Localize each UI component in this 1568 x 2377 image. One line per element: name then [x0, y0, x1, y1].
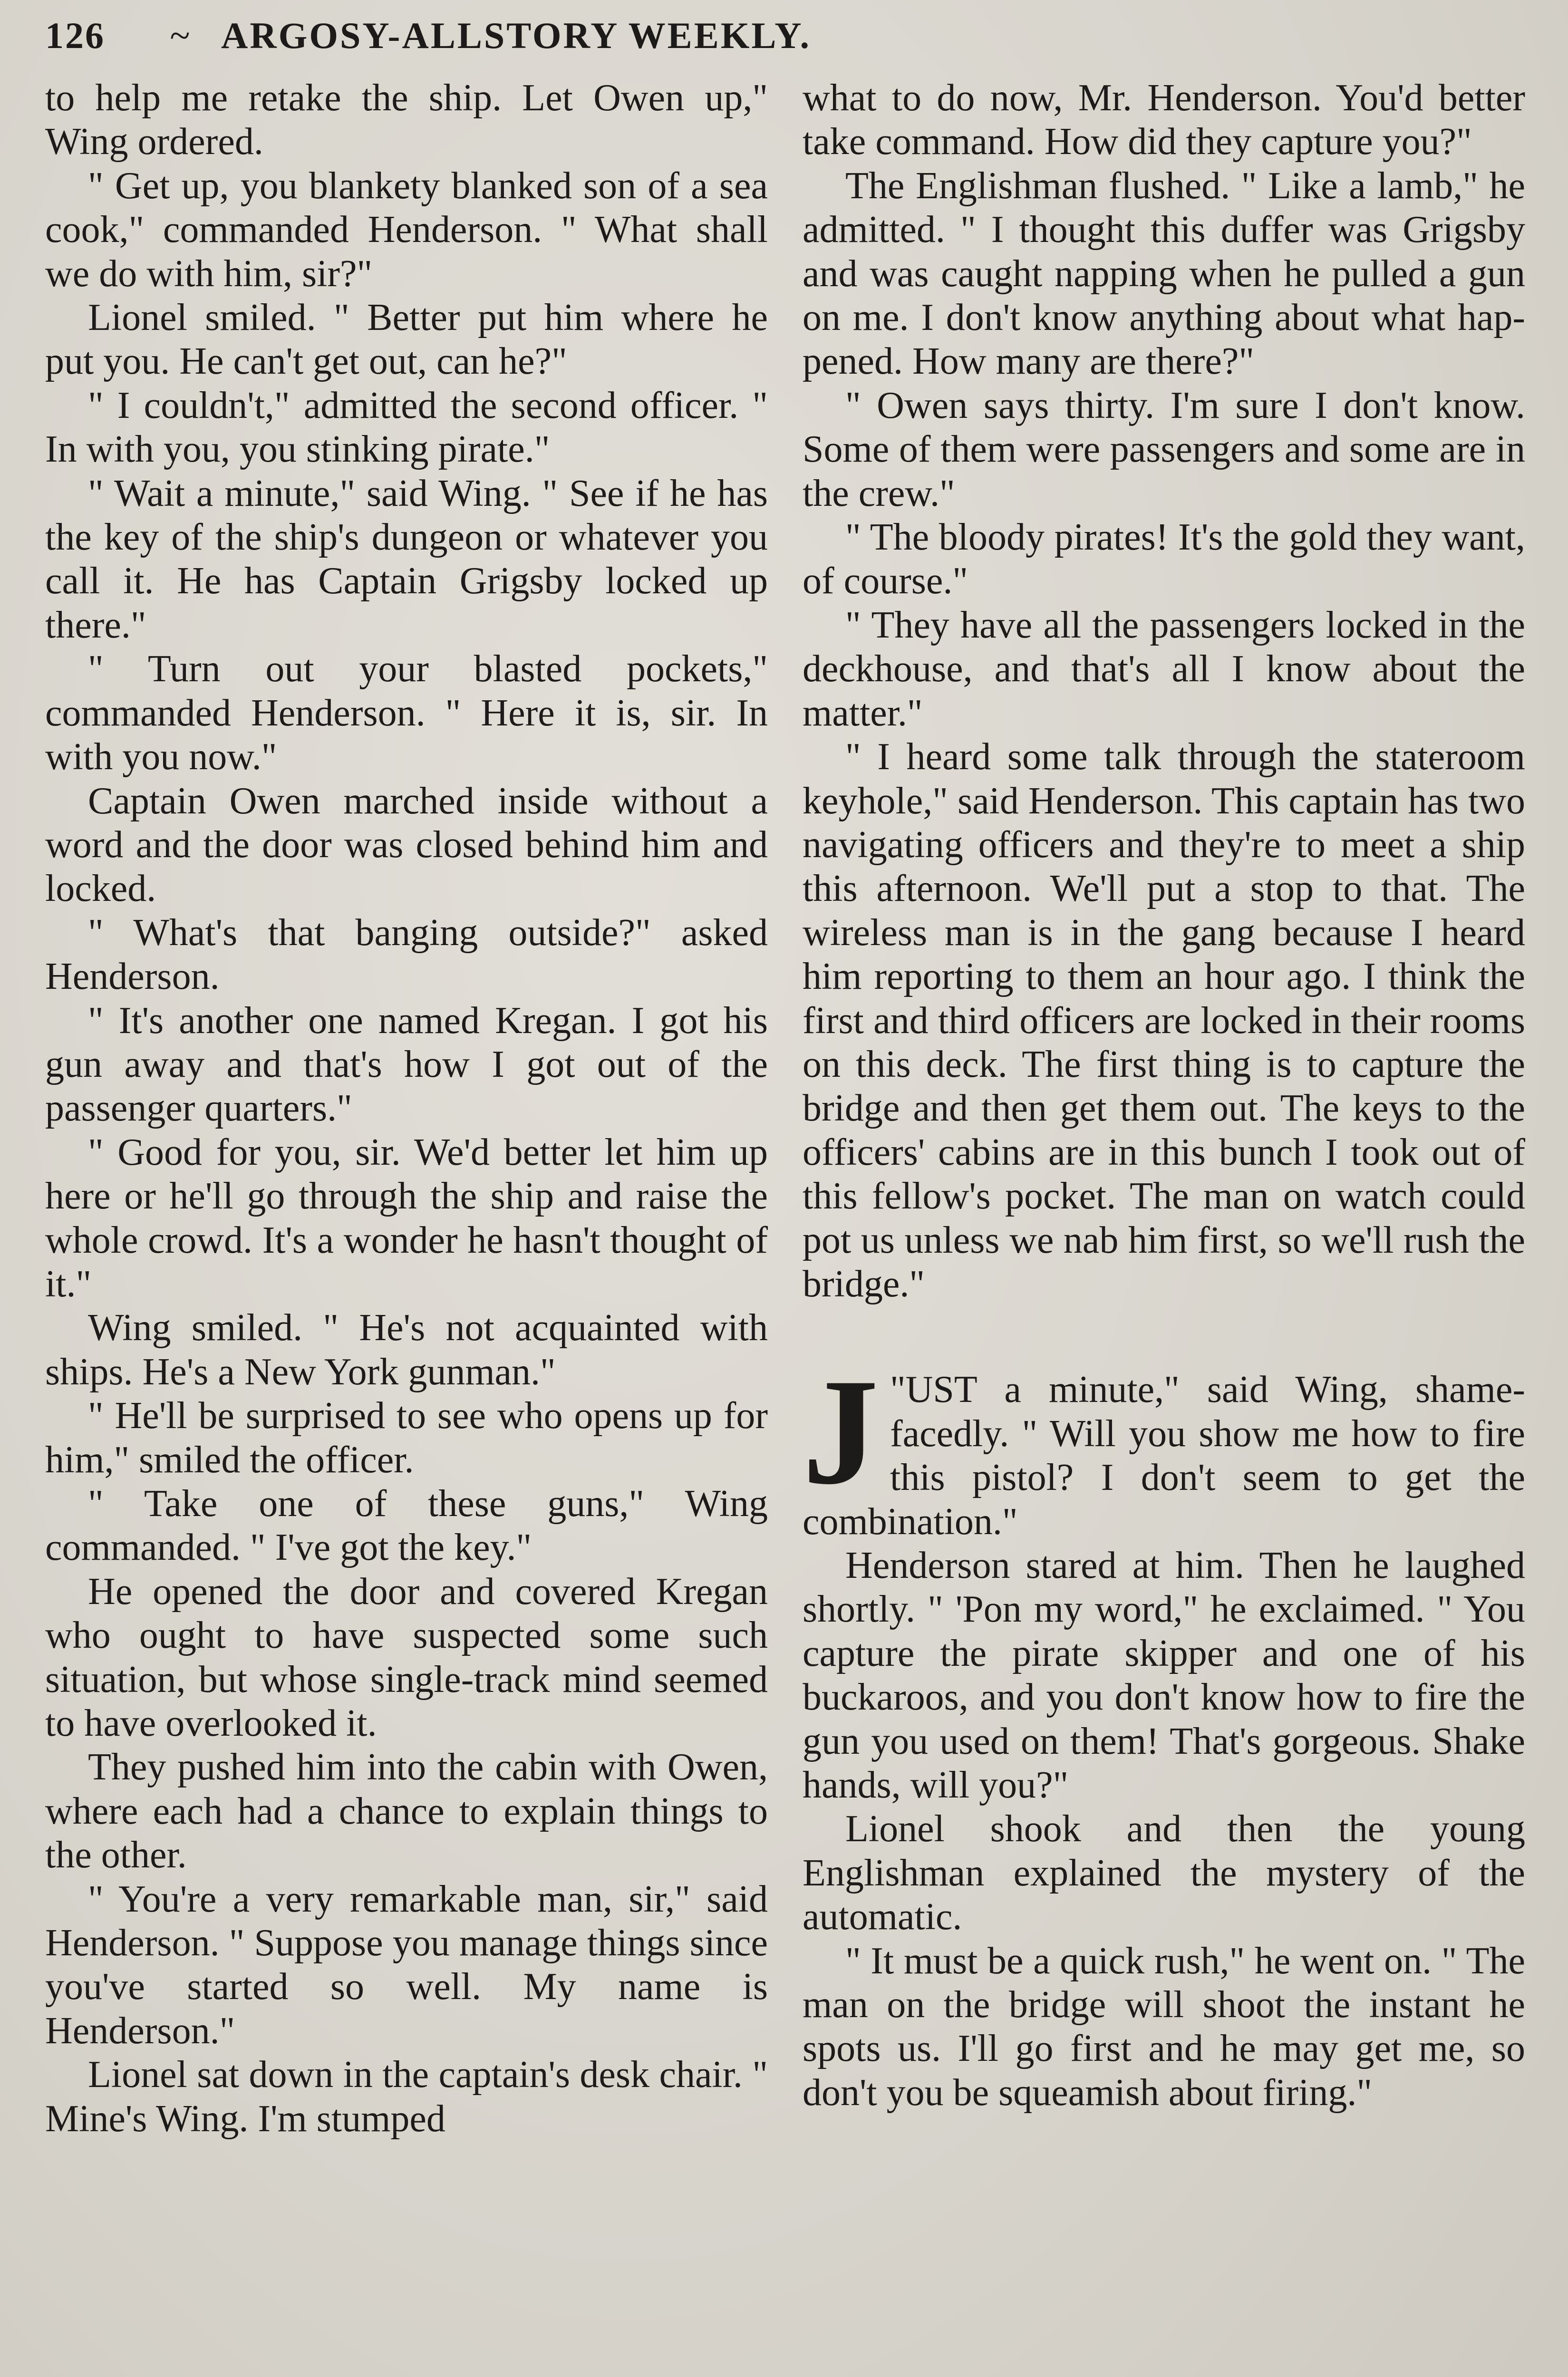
- paragraph: what to do now, Mr. Henderson. You'd better take command. How did they capture you?": [803, 77, 1525, 163]
- right-column: [803, 76, 1525, 2141]
- section-break: [803, 1306, 1525, 1368]
- paragraph: " The bloody pirates! It's the gold they want, of course.": [803, 516, 1525, 602]
- paragraph: Wing smiled. " He's not acquainted with ships. He's a New York gunman.": [45, 1307, 768, 1393]
- paragraph: " Turn out your blasted pockets," commanded Henderson. " Here it is, sir. In with you now.": [45, 648, 768, 778]
- drop-cap: J: [803, 1348, 879, 1517]
- paragraph: " It's another one named Kregan. I got his gun away and that's how I got out of the passenger quarters.": [45, 999, 768, 1130]
- paragraph: " Wait a minute," said Wing. " See if he has the key of the ship's dungeon or whatever you call it. He has Captain Grigsby locked up there.": [45, 472, 768, 646]
- magazine-title: ARGOSY-ALLSTORY WEEKLY.: [221, 15, 811, 56]
- paragraph: The Englishman flushed. " Like a lamb," he admitted. " I thought this duffer was Grigsby and was caught napping when he pulled a gun on me. I don't know anything about what happened. How many are there?": [803, 164, 1525, 383]
- paragraph: Lionel shook and then the young Englishman explained the mystery of the automatic.: [803, 1808, 1525, 1938]
- opening-quote: ": [890, 1369, 906, 1411]
- paragraph: Henderson stared at him. Then he laughed shortly. " 'Pon my word," he exclaimed. " You capture the pirate skipper and one of his buckaroos, and you don't know how to fire the gun you used on them! That's gorgeous. Shake hands, will you?": [803, 1545, 1525, 1807]
- page-number: 126: [45, 15, 105, 56]
- section-opening-paragraph: [803, 1348, 1525, 1544]
- paragraph: They pushed him into the cabin with Owen, where each had a chance to explain things to the other.: [45, 1746, 768, 1876]
- paragraph: " Get up, you blankety blanked son of a sea cook," commanded Henderson. " What shall we do with him, sir?": [45, 164, 768, 295]
- paragraph: to help me retake the ship. Let Owen up," Wing ordered.: [45, 77, 768, 163]
- paragraph: Lionel sat down in the captain's desk chair. " Mine's Wing. I'm stumped: [45, 2054, 768, 2140]
- page-header: [45, 14, 1525, 71]
- paragraph: " I heard some talk through the stateroom keyhole," said Henderson. This captain has two navigating officers and they're to meet a ship this afternoon. We'll put a stop to that. The wireless man is in the gang because I heard him reporting to them an hour ago. I think the first and third officers are locked in their rooms on this deck. The first thing is to capture the bridge and then get them out. The keys to the officers' cabins are in this bunch I took out of this fellow's pocket. The man on watch could pot us unless we nab him first, so we'll rush the bridge.": [803, 736, 1525, 1305]
- header-ornament: ~: [170, 15, 192, 56]
- paragraph: " He'll be surprised to see who opens up for him," smiled the officer.: [45, 1395, 768, 1481]
- paragraph: " Good for you, sir. We'd better let him up here or he'll go through the ship and raise the whole crowd. It's a wonder he hasn't thought of it.": [45, 1131, 768, 1305]
- paragraph: " What's that banging outside?" asked Henderson.: [45, 911, 768, 998]
- paragraph: " You're a very remarkable man, sir," said Henderson. " Suppose you manage things since you've started so well. My name is Henderson.": [45, 1878, 768, 2052]
- text-columns: [45, 76, 1525, 2141]
- paragraph: Lionel smiled. " Better put him where he put you. He can't get out, can he?": [45, 297, 768, 383]
- paragraph: " They have all the passengers locked in the deckhouse, and that's all I know about the matter.": [803, 604, 1525, 734]
- opening-text: UST a minute," said Wing, shamefacedly. " Will you show me how to fire this pistol? I don't seem to get the combination.": [803, 1369, 1525, 1543]
- paragraph: " It must be a quick rush," he went on. " The man on the bridge will shoot the instant he spots us. I'll go first and he may get me, so don't you be squeamish about firing.": [803, 1940, 1525, 2114]
- paragraph: " I couldn't," admitted the second officer. " In with you, you stinking pirate.": [45, 384, 768, 471]
- paragraph: He opened the door and covered Kregan who ought to have suspected some such situation, but whose single-track mind seemed to have overlooked it.: [45, 1570, 768, 1745]
- left-column: [45, 76, 768, 2141]
- paragraph: Captain Owen marched inside without a word and the door was closed behind him and locked.: [45, 780, 768, 910]
- paragraph: " Owen says thirty. I'm sure I don't know. Some of them were passengers and some are in the crew.": [803, 384, 1525, 514]
- paragraph: " Take one of these guns," Wing commanded. " I've got the key.": [45, 1483, 768, 1569]
